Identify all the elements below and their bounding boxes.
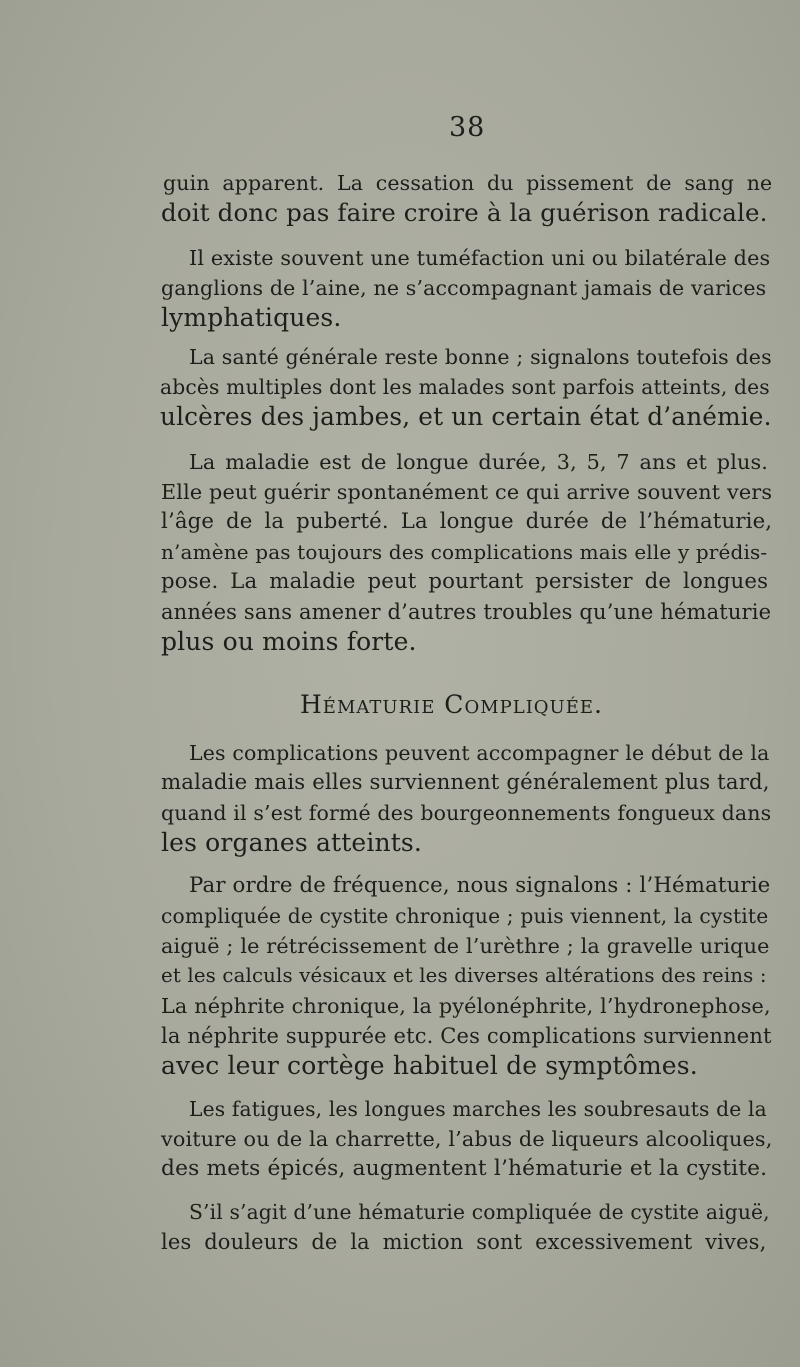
text-line: maladie mais elles surviennent généralement plus tard, <box>161 770 770 795</box>
text-line: Les complications peuvent accompagner le début de la <box>189 741 770 765</box>
text-line: ulcères des jambes, et un certain état d’anémie. <box>160 402 772 431</box>
text-line: plus ou moins forte. <box>161 627 417 656</box>
text-line: n’amène pas toujours des complications mais elle y prédis- <box>161 540 768 564</box>
text-line: Par ordre de fréquence, nous signalons : l’Hématurie <box>189 873 771 898</box>
text-line: l’âge de la puberté. La longue durée de l’hématurie, <box>161 509 773 534</box>
text-line: Il existe souvent une tuméfaction uni ou bilatérale des <box>189 246 771 270</box>
text-line: pose. La maladie peut pourtant persister de longues <box>161 569 769 594</box>
page-number: 38 <box>449 112 486 143</box>
text-line: quand il s’est formé des bourgeonnements fongueux dans <box>161 801 772 825</box>
text-line: la néphrite suppurée etc. Ces complications surviennent <box>161 1024 772 1048</box>
text-line: S’il s’agit d’une hématurie compliquée de cystite aiguë, <box>189 1200 770 1224</box>
text-line: abcès multiples dont les malades sont parfois atteints, des <box>160 375 770 399</box>
text-line: compliquée de cystite chronique ; puis viennent, la cystite <box>161 904 769 928</box>
text-line: doit donc pas faire croire à la guérison radicale. <box>161 198 768 227</box>
text-line: Elle peut guérir spontanément ce qui arrive souvent vers <box>161 480 773 504</box>
text-line: les organes atteints. <box>161 828 423 857</box>
text-line: les douleurs de la miction sont excessivement vives, <box>161 1230 767 1254</box>
text-line: des mets épicés, augmentent l’hématurie et la cystite. <box>161 1156 768 1181</box>
text-line: Les fatigues, les longues marches les soubresauts de la <box>189 1097 767 1121</box>
text-line: aiguë ; le rétrécissement de l’urèthre ; la gravelle urique <box>161 934 770 958</box>
text-line: guin apparent. La cessation du pissement de sang ne <box>163 171 773 195</box>
text-line: années sans amener d’autres troubles qu’une hématurie <box>161 600 772 624</box>
text-line: ganglions de l’aine, ne s’accompagnant jamais de varices <box>161 276 767 300</box>
text-line: lymphatiques. <box>161 303 342 332</box>
section-heading: Hématurie Compliquée. <box>300 690 603 719</box>
text-line: La maladie est de longue durée, 3, 5, 7 ans et plus. <box>189 450 769 474</box>
text-line: et les calculs vésicaux et les diverses altérations des reins : <box>161 964 767 987</box>
text-line: voiture ou de la charrette, l’abus de liqueurs alcooliques, <box>161 1127 773 1151</box>
text-line: La néphrite chronique, la pyélonéphrite, l’hydronephose, <box>161 994 771 1018</box>
text-line: avec leur cortège habituel de symptômes. <box>161 1051 698 1080</box>
text-line: La santé générale reste bonne ; signalons toutefois des <box>189 345 772 369</box>
